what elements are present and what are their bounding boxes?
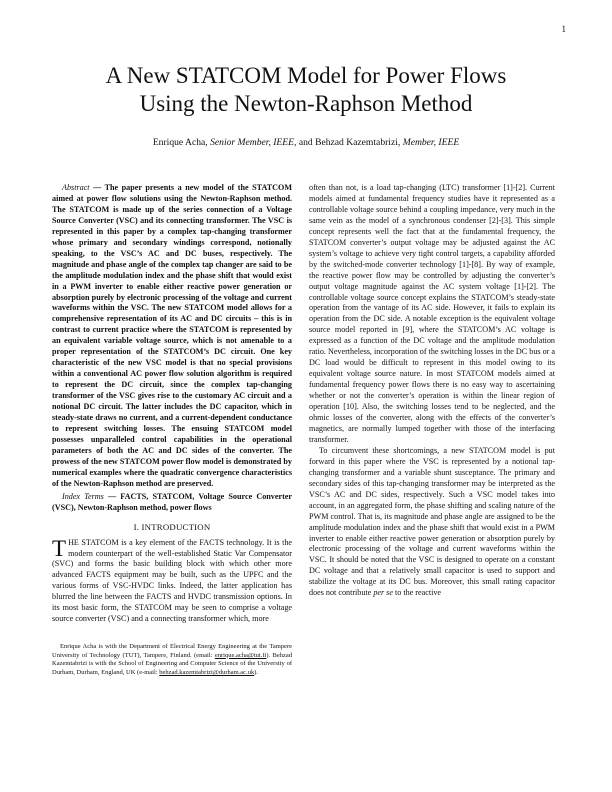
- intro-paragraph-2-text-b: to the reactive: [392, 588, 442, 598]
- section-heading-introduction: I. INTRODUCTION: [133, 521, 211, 532]
- intro-paragraph-2-emphasis: per se: [373, 588, 393, 598]
- title-line-1: A New STATCOM Model for Power Flows: [105, 63, 507, 88]
- drop-cap: T: [52, 535, 67, 561]
- intro-paragraph-1-left-text: HE STATCOM is a key element of the FACTS technology. It is the modern counterpart of the well-established Static Var Compensator (SVC) and forms the basic building block with which other more advanced FACTS equipment may be built, such as the UPFC and the various forms of VSC-HVDC links. Indeed, the latter application has blurred the line between the FACTS and HVDC transmission options. In its most basic form, the STATCOM may be seen to comprise a voltage source converter (VSC) and a connecting transformer which, more: [52, 537, 292, 624]
- abstract-label: Abstract: [62, 183, 90, 192]
- footnote-email-link-1[interactable]: enrique.acha@tut.fi: [214, 651, 267, 659]
- author-joiner: , and Behzad Kazemtabrizi,: [294, 137, 403, 148]
- index-terms-label: Index Terms: [62, 491, 104, 501]
- author-line: [40, 137, 572, 148]
- left-column: [52, 183, 292, 678]
- footnote-email-link-2[interactable]: behzad.kazemtabrizi@durham.ac.uk: [159, 668, 255, 676]
- intro-paragraph-2: [309, 446, 555, 599]
- index-terms-text: — FACTS, STATCOM, Voltage Source Converter (VSC), Newton-Raphson method, power flows: [52, 491, 292, 512]
- intro-paragraph-1-start: [52, 535, 292, 626]
- footnote-text-2: ). Behzad Kazemtabrizi is with the School of Engineering and Computer Science of the University of Durham, Durham, England, UK (e-mail:: [52, 651, 293, 676]
- intro-paragraph-1-continued: often than not, is a load tap-changing (LTC) transformer [1]-[2]. Current models aimed at fundamental frequency studies have it represented as a controllable voltage source behind a coupling impedance, very much in the same vein as the model of a synchronous condenser [2]-[3]. This simple concept represents well the fact that at the fundamental frequency, the STATCOM converter’s output voltage may be adjusted against the AC system’s voltage to achieve very tight control targets, a capability afforded by the switched-mode converter technology [1]-[8]. By way of example, the reactive power flow may be controlled by adjusting the converter’s output voltage magnitude against the AC system voltage [1]-[2]. The controllable voltage source concept explains the STATCOM’s steady-state operation from the vantage of its AC side. However, it fails to explain its operation from the DC side. A notable exception is the equivalent voltage source model reported in [9], where the STATCOM’s AC voltage is expressed as a function of the DC voltage and the amplitude modulation ratio. Nevertheless, incorporation of the switching losses in the DC bus or a DC load would be difficult to represent in this model owing to its equivalent voltage source nature. In most STATCOM models aimed at fundamental frequency power flows there is no easy way to ascertaining whether or not the converter’s operation is within the linear region of operation [10]. Also, the switching losses tend to be neglected, and the ohmic losses of the converter, along with the effects of the converter’s magnetics, are normally lumped together with those of the interfacing transformer.: [309, 183, 555, 444]
- footnote-text-3: ).: [254, 668, 258, 676]
- intro-paragraph-2-text-a: To circumvent these shortcomings, a new STATCOM model is put forward in this paper where the VSC is represented by a notional tap-changing transformer and a variable shunt susceptance. The primary and secondary sides of this tap-changing transformer may be interpreted as the VSC’s AC and DC sides, respectively. Such a VSC model takes into account, in an aggregated form, the phase shifting and scaling nature of the PWM control. That is, its magnitude and phase angle are assigned to be the amplitude modulation index and the phase shift that would exist in a PWM inverter to enable either reactive power generation or absorption purely by electronic processing of the voltage and current waveforms within the VSC. It should be noted that the VSC is designed to operate on a constant DC voltage and that a relatively small capacitor is used to support and stabilize the voltage at its DC bus. Moreover, this small rating capacitor does not contribute: [309, 445, 555, 598]
- abstract-text: — The paper presents a new model of the STATCOM aimed at power flow solutions using the Newton-Raphson method. The STATCOM is made up of the series connection of a Voltage Source Converter (VSC) and its connecting transformer. The VSC is represented in this paper by a complex tap-changing transformer whose primary and secondary windings correspond, notionally speaking, to the VSC’s AC and DC buses, respectively. The magnitude and phase angle of the complex tap changer are said to be the amplitude modulation index and the phase shift that would exist in a PWM inverter to enable either reactive power generation or absorption purely by electronic processing of the voltage and current waveforms within the VSC. The new STATCOM model allows for a comprehensive representation of its AC and DC circuits – this is in contrast to current practice where the STATCOM is represented by an equivalent variable voltage source, which is not amenable to a proper representation of the STATCOM’s DC circuit. One key characteristic of the new VSC model is that no special provisions within a conventional AC power flow solution algorithm is required to represent the DC circuit, since the complex tap-changing transformer of the VSC gives rise to the customary AC circuit and a notional DC circuit. The latter includes the DC capacitor, which in steady-state draws no current, and a current-dependent conductance to represent switching losses. The ensuing STATCOM model possesses unparalleled control capabilities in the operational parameters of both the AC and DC sides of the converter. The prowess of the new STATCOM power flow model is demonstrated by numerical examples where the quadratic convergence characteristics of the Newton-Raphson method are preserved.: [52, 183, 292, 488]
- author-name-1: Enrique Acha,: [152, 137, 211, 148]
- footnote-text-1: Enrique Acha is with the Department of Electrical Energy Engineering at the Tampere University of Technology (TUT), Tampere, Finland. (email:: [52, 643, 292, 659]
- title-line-2: Using the Newton-Raphson Method: [139, 91, 473, 116]
- author-role-2: Member, IEEE: [402, 137, 460, 148]
- author-role-1: Senior Member, IEEE: [210, 137, 295, 148]
- abstract: [52, 183, 292, 490]
- paper-title: [40, 62, 572, 118]
- author-footnote: [52, 643, 292, 677]
- index-terms: [52, 492, 292, 514]
- page-number: 1: [561, 24, 566, 34]
- right-column: [309, 183, 555, 599]
